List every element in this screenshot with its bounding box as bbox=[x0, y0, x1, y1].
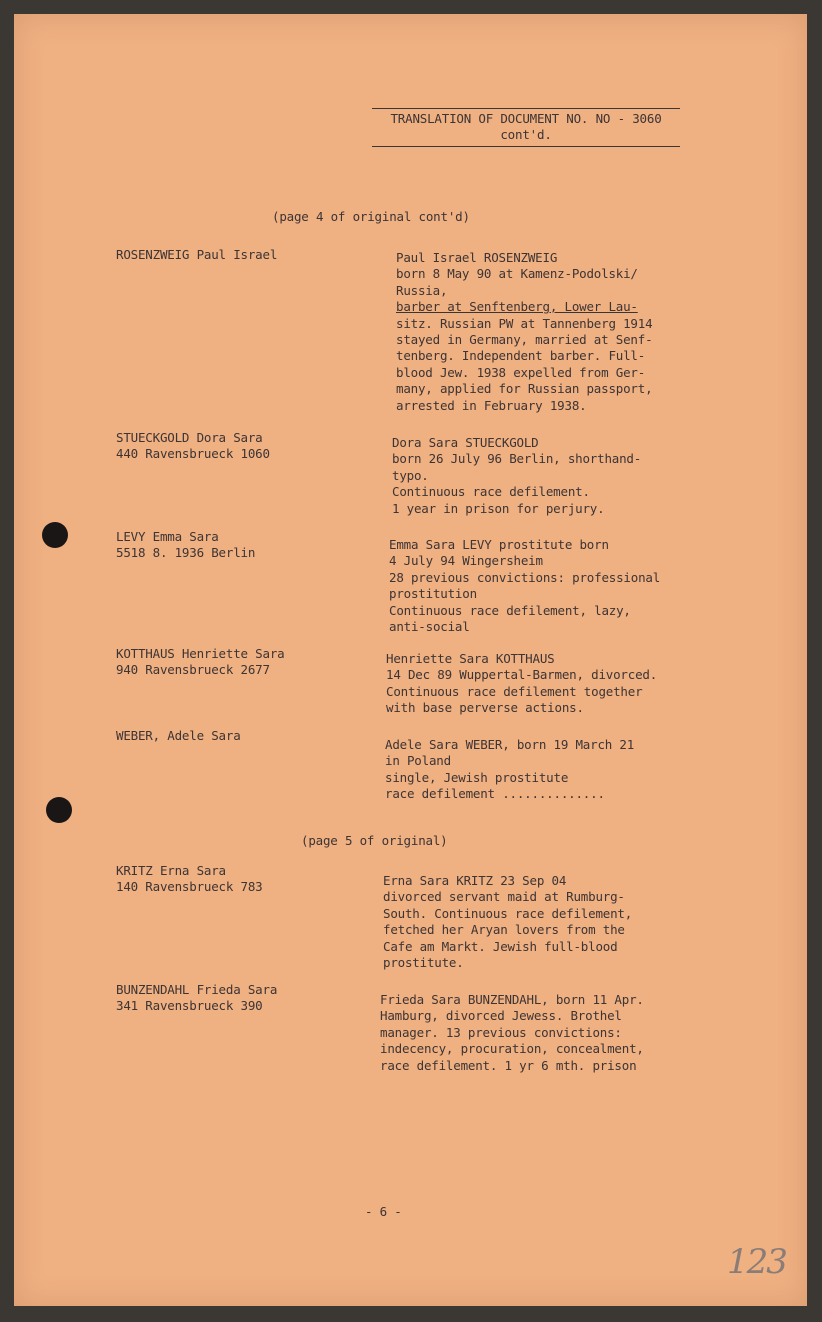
entry-detail-line: Frieda Sara BUNZENDAHL, born 11 Apr. bbox=[380, 992, 644, 1007]
entry-name-rosenzweig bbox=[116, 247, 356, 263]
entry-detail-line: with base perverse actions. bbox=[386, 700, 584, 716]
entry-name-line: LEVY Emma Sara bbox=[116, 529, 219, 544]
page-marker-5: (page 5 of original) bbox=[301, 833, 448, 848]
page-marker-4: (page 4 of original cont'd) bbox=[272, 209, 470, 224]
entry-detail-line: born 8 May 90 at Kamenz-Podolski/ bbox=[396, 266, 638, 282]
entry-number-line: 940 Ravensbrueck 2677 bbox=[116, 662, 270, 678]
entry-detail-line: stayed in Germany, married at Senf- bbox=[396, 332, 653, 348]
entry-detail-line: Emma Sara LEVY prostitute born bbox=[389, 537, 609, 552]
entry-details-stueckgold bbox=[392, 435, 722, 517]
entry-detail-line: 28 previous convictions: professional bbox=[389, 569, 661, 585]
entry-details-kotthaus bbox=[386, 651, 716, 717]
entry-detail-line: indecency, procuration, concealment, bbox=[380, 1041, 644, 1057]
entry-detail-line: Adele Sara WEBER, born 19 March 21 bbox=[385, 737, 635, 752]
entry-detail-line: Continuous race defilement, lazy, bbox=[389, 602, 631, 618]
entry-detail-line: single, Jewish prostitute bbox=[385, 769, 569, 785]
entry-detail-line: South. Continuous race defilement, bbox=[383, 905, 633, 921]
entry-details-rosenzweig bbox=[396, 250, 726, 414]
entry-name-bunzendahl bbox=[116, 982, 356, 1015]
entry-detail-line: typo. bbox=[392, 467, 429, 483]
entry-detail-line: Continuous race defilement together bbox=[386, 683, 643, 699]
document-header bbox=[372, 108, 680, 147]
entry-details-weber bbox=[385, 737, 715, 803]
entry-detail-line: fetched her Aryan lovers from the bbox=[383, 922, 625, 938]
header-title: TRANSLATION OF DOCUMENT NO. NO - 3060 bbox=[390, 111, 662, 126]
entry-number-line: 5518 8. 1936 Berlin bbox=[116, 545, 256, 561]
entry-detail-line: born 26 July 96 Berlin, shorthand- bbox=[392, 451, 642, 467]
entry-details-bunzendahl bbox=[380, 992, 710, 1074]
entry-detail-line: Henriette Sara KOTTHAUS bbox=[386, 651, 555, 666]
entry-detail-line: race defilement. 1 yr 6 mth. prison bbox=[380, 1057, 637, 1073]
entry-name-line: WEBER, Adele Sara bbox=[116, 728, 241, 743]
entry-detail-line: 1 year in prison for perjury. bbox=[392, 500, 605, 516]
entry-name-stueckgold bbox=[116, 430, 356, 463]
entry-number-line: 440 Ravensbrueck 1060 bbox=[116, 446, 270, 462]
entry-name-kotthaus bbox=[116, 646, 356, 679]
entry-name-kritz bbox=[116, 863, 356, 896]
header-continued: cont'd. bbox=[500, 127, 552, 143]
entry-detail-line: Dora Sara STUECKGOLD bbox=[392, 435, 539, 450]
entry-detail-line: in Poland bbox=[385, 753, 451, 769]
entry-detail-line: Cafe am Markt. Jewish full-blood bbox=[383, 938, 618, 954]
entry-detail-line: anti-social bbox=[389, 619, 470, 635]
entry-detail-line: 4 July 94 Wingersheim bbox=[389, 553, 543, 569]
entry-detail-line: prostitution bbox=[389, 586, 477, 602]
document-page bbox=[14, 14, 807, 1306]
entry-detail-line: arrested in February 1938. bbox=[396, 397, 587, 413]
entry-detail-line: manager. 13 previous convictions: bbox=[380, 1024, 622, 1040]
entry-detail-line: blood Jew. 1938 expelled from Ger- bbox=[396, 364, 646, 380]
entry-name-line: KRITZ Erna Sara bbox=[116, 863, 226, 878]
entry-detail-line: 14 Dec 89 Wuppertal-Barmen, divorced. bbox=[386, 667, 658, 683]
page-number: - 6 - bbox=[365, 1204, 402, 1219]
entry-name-line: STUECKGOLD Dora Sara bbox=[116, 430, 263, 445]
entry-detail-line: Hamburg, divorced Jewess. Brothel bbox=[380, 1008, 622, 1024]
entry-name-line: KOTTHAUS Henriette Sara bbox=[116, 646, 285, 661]
entry-number-line: 140 Ravensbrueck 783 bbox=[116, 879, 263, 895]
punch-hole-upper bbox=[42, 522, 68, 548]
entry-details-levy bbox=[389, 537, 719, 635]
entry-number-line: 341 Ravensbrueck 390 bbox=[116, 998, 263, 1014]
entry-detail-line: Russia, bbox=[396, 282, 448, 298]
entry-detail-line: tenberg. Independent barber. Full- bbox=[396, 348, 646, 364]
entry-detail-line: prostitute. bbox=[383, 955, 464, 971]
entry-detail-line: divorced servant maid at Rumburg- bbox=[383, 889, 625, 905]
entry-detail-line: sitz. Russian PW at Tannenberg 1914 bbox=[396, 315, 653, 331]
entry-detail-line: Paul Israel ROSENZWEIG bbox=[396, 250, 558, 265]
entry-detail-line: Continuous race defilement. bbox=[392, 484, 590, 500]
entry-name-weber bbox=[116, 728, 356, 744]
entry-detail-line: Erna Sara KRITZ 23 Sep 04 bbox=[383, 873, 567, 888]
entry-details-kritz bbox=[383, 873, 713, 971]
entry-detail-line: race defilement .............. bbox=[385, 786, 605, 802]
entry-detail-line: many, applied for Russian passport, bbox=[396, 381, 653, 397]
entry-detail-line-underlined: barber at Senftenberg, Lower Lau- bbox=[396, 299, 638, 315]
entry-name-line: BUNZENDAHL Frieda Sara bbox=[116, 982, 278, 997]
punch-hole-lower bbox=[46, 797, 72, 823]
entry-name-levy bbox=[116, 529, 356, 562]
handwritten-folio-number: 123 bbox=[727, 1242, 786, 1282]
entry-name-line: ROSENZWEIG Paul Israel bbox=[116, 247, 278, 262]
